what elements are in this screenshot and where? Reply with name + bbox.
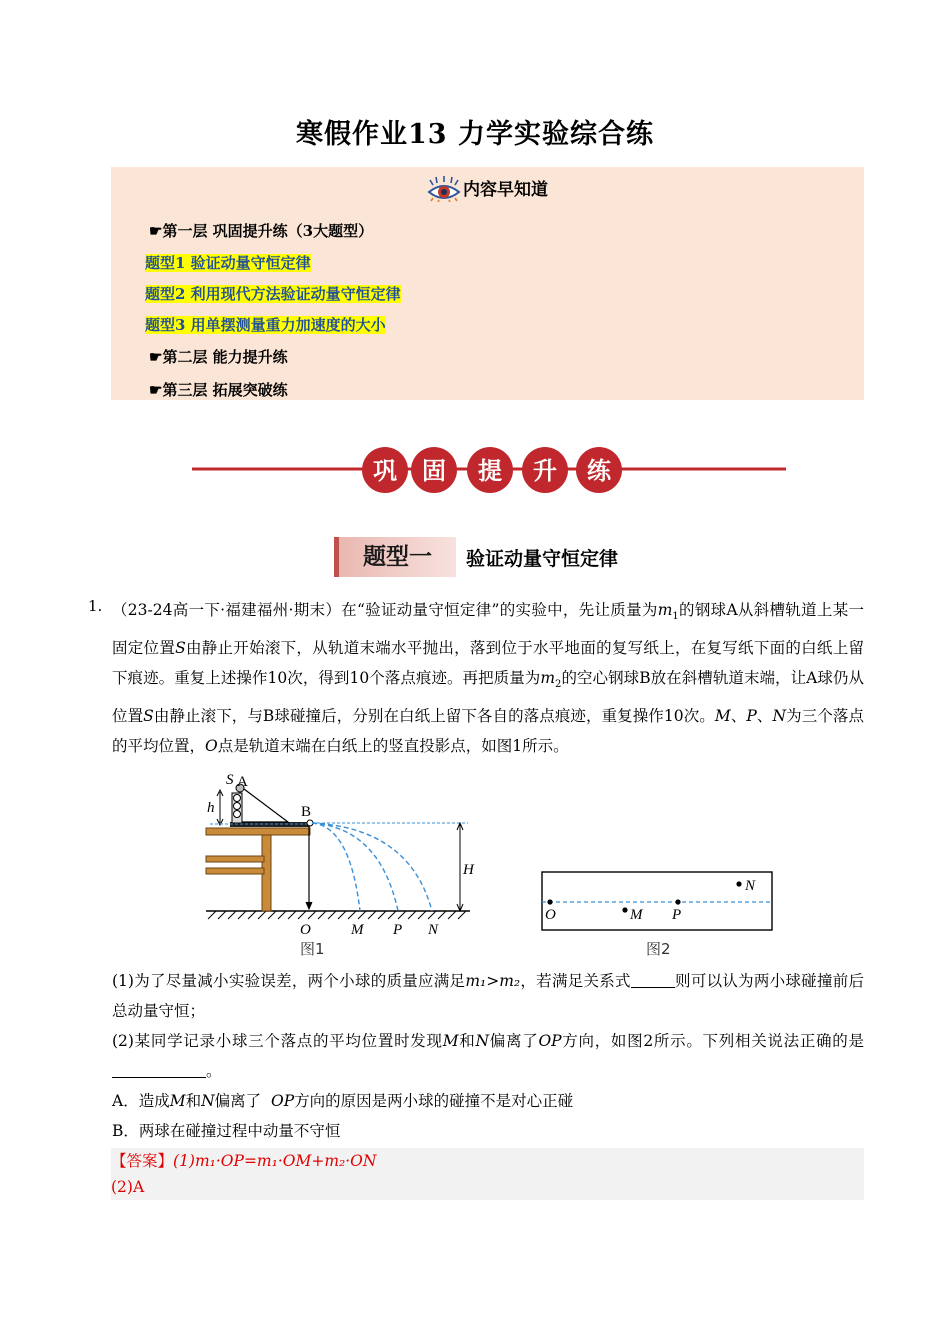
label-a: A [237,774,248,790]
toc-type-1[interactable]: 题型1 验证动量守恒定律 [145,254,311,272]
sub-question-1: (1)为了尽量减小实验误差，两个小球的质量应满足m₁>m₂，若满足关系式 则可以认为两小球碰撞前后总动量守恒； [112,972,864,1020]
fig2-label-m: M [630,907,643,923]
banner-char-4: 升 [533,457,557,485]
figure-2-caption: 图2 [646,940,671,958]
trajectory-p [312,823,398,911]
ball-stack [232,793,242,823]
answer-line-2: (2)A [111,1178,145,1196]
question-stem: （23-24高一下·福建福州·期末）在“验证动量守恒定律”的实验中，先让质量为$m_1$的钢球A从斜槽轨道上某一固定位置S由静止开始滚下，从轨道末端水平抛出，落到位于水平地面的复写纸上，在复写纸下面的白纸上留下痕迹。重复上述操作10次，得到10个落点痕迹。再把质量为$m_2$的空心钢球B放在斜槽轨道末端，让A球仍从位置S由静止滚下，与B球碰撞后，分别在白纸上留下各自的落点痕迹，重复操作10次。M、P、N为三个落点的平均位置，O点是轨道末端在白纸上的竖直投影点，如图1所示。 [112,601,864,756]
section-banner [192,446,786,496]
banner-char-5: 练 [587,457,611,485]
label-s: S [226,772,234,788]
label-o: O [300,922,311,938]
toc-type-2[interactable]: 题型2 利用现代方法验证动量守恒定律 [145,285,401,303]
banner-char-2: 固 [422,457,446,485]
label-n: N [428,922,439,938]
point-p [675,899,680,904]
option-b[interactable]: B．两球在碰撞过程中动量不守恒 [112,1122,341,1140]
figure-1-caption: 图1 [300,940,325,958]
answer-label: 【答案】 [111,1152,174,1170]
point-o [547,899,552,904]
figure-2 [538,866,778,966]
toc-type-3[interactable]: 题型3 用单摆测量重力加速度的大小 [145,316,386,334]
banner-char-1: 巩 [373,457,397,485]
label-h: h [207,800,215,816]
point-n [736,881,741,886]
answer-line-1: 【答案】(1)m₁·OP=m₁·OM+m₂·ON [111,1152,377,1170]
fig2-label-p: P [672,907,682,923]
incline [240,786,288,822]
question-number: 1. [88,597,103,615]
toc-header-text: 内容早知道 [463,180,548,200]
toc-layer2[interactable]: ☛第二层 能力提升练 [149,348,288,366]
label-m: M [351,922,364,938]
toc-header [111,175,864,207]
type-tag: 题型一 [334,537,456,577]
table [206,828,310,911]
answer-box [111,1148,864,1200]
question-source: （23-24高一下·福建福州·期末） [112,601,342,619]
answer-blank-1[interactable] [631,971,675,988]
trajectory-n [312,823,432,911]
label-b: B [301,804,312,820]
ground-hatching [208,911,466,919]
label-p: P [393,922,403,938]
fig2-label-n: N [745,878,756,894]
toc-box [111,167,864,400]
fig2-label-o: O [545,907,556,923]
trajectories [312,823,432,911]
figure-1 [200,768,480,964]
toc-layer1[interactable]: ☛第一层 巩固提升练（3大题型） [149,222,374,240]
type-title: 验证动量守恒定律 [466,548,619,570]
point-m [622,907,627,912]
banner-char-3: 提 [478,457,502,485]
page-title: 寒假作业13 力学实验综合练 [296,119,654,150]
paper-rect [542,872,772,930]
sub-question-2: (2)某同学记录小球三个落点的平均位置时发现M和N偏离了OP方向，如图2所示。下列相关说法正确的是。 [112,1032,864,1080]
toc-layer3[interactable]: ☛第三层 拓展突破练 [149,381,288,399]
option-a[interactable]: A．造成M和N偏离了 OP方向的原因是两小球的碰撞不是对心正碰 [112,1092,574,1110]
label-H: H [463,862,474,878]
answer-blank-2[interactable] [112,1061,206,1078]
eye-icon [427,176,461,207]
